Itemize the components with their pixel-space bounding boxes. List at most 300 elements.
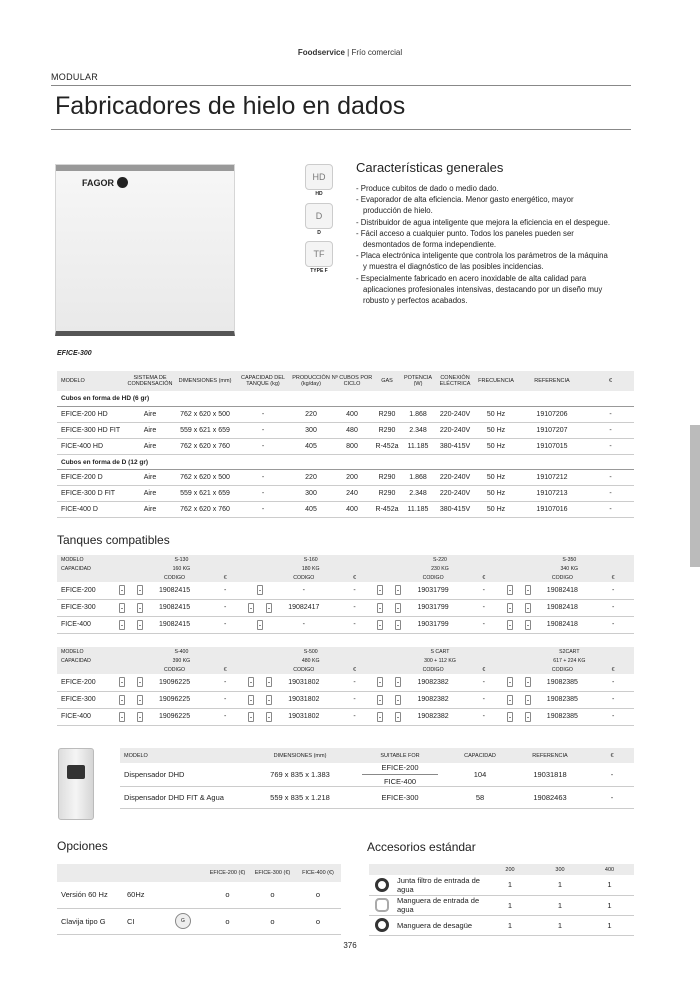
code-header: CODIGO	[533, 665, 593, 674]
tank-code: 19082418	[533, 582, 593, 599]
tank-icon	[257, 585, 263, 595]
tanks-table-2	[57, 647, 634, 726]
tank-icon-cell	[246, 616, 274, 633]
tank-price: -	[334, 674, 376, 691]
tank-icon	[266, 712, 272, 722]
tank-capacity: 340 KG	[505, 564, 634, 573]
hd-cube-icon: HD	[305, 164, 333, 190]
tank-price: -	[334, 708, 376, 725]
tank-icon	[266, 695, 272, 705]
table-cell: EFICE-200 HD	[57, 407, 125, 423]
table-row	[57, 908, 341, 934]
tank-price: -	[204, 674, 246, 691]
badge-hd	[304, 164, 334, 197]
empty-header	[57, 665, 117, 674]
dispenser-table	[120, 748, 634, 809]
accessories-title: Accesorios estándar	[367, 840, 476, 854]
table-row	[57, 691, 634, 708]
table-header-row	[369, 864, 634, 875]
dispenser-suitable	[350, 787, 450, 809]
tank-code: 19031802	[274, 691, 334, 708]
tank-icon	[119, 677, 125, 687]
options-title: Opciones	[57, 839, 108, 853]
divider	[51, 85, 631, 86]
tank-icon	[266, 603, 272, 613]
tank-icon-cell	[505, 582, 533, 599]
tank-icon	[266, 677, 272, 687]
tank-code: -	[274, 616, 334, 633]
option-value: o	[250, 908, 295, 934]
model-name: EFICE-300	[57, 691, 117, 708]
table-row	[57, 616, 634, 633]
table-row	[369, 895, 634, 915]
option-value: o	[205, 882, 250, 908]
table-cell: R290	[373, 486, 401, 502]
dispenser-price: -	[590, 787, 634, 809]
badge-type-f	[304, 241, 334, 274]
tank-icon	[395, 585, 401, 595]
table-cell: 220-240V	[435, 407, 475, 423]
tank-code: 19082382	[403, 708, 463, 725]
tank-icon-cell	[246, 691, 274, 708]
table-cell: Aire	[125, 470, 175, 486]
tank-icon	[119, 712, 125, 722]
tank-icon	[137, 677, 143, 687]
tank-icon-cell	[117, 582, 145, 599]
table-header-row	[57, 371, 634, 391]
column-header: 400	[585, 864, 634, 875]
price-header: €	[204, 665, 246, 674]
suitable-model: EFICE-300	[381, 793, 419, 802]
table-row	[57, 882, 341, 908]
code-header: CODIGO	[403, 665, 463, 674]
tank-price: -	[463, 616, 505, 633]
tank-model-name: S-130	[117, 555, 246, 564]
tank-icon	[377, 603, 383, 613]
column-header: EFICE-300 (€)	[250, 864, 295, 882]
dispenser-panel	[67, 765, 85, 779]
table-cell: 762 x 620 x 760	[175, 502, 235, 518]
row-label: CAPACIDAD	[57, 564, 117, 573]
column-header: PRODUCCIÓN (kg/day)	[291, 371, 331, 391]
row-label: CAPACIDAD	[57, 656, 117, 665]
tank-price: -	[204, 582, 246, 599]
badge-label: HD	[315, 191, 323, 197]
table-cell: 200	[331, 470, 373, 486]
table-cell: 400	[331, 502, 373, 518]
page-header	[0, 48, 700, 57]
table-cell: -	[235, 438, 291, 454]
tank-icon	[525, 620, 531, 630]
badge-d	[304, 203, 334, 236]
model-name: EFICE-200	[57, 674, 117, 691]
column-header: MODELO	[120, 748, 250, 763]
suitable-model: EFICE-200	[362, 763, 438, 775]
table-cell: 762 x 620 x 500	[175, 470, 235, 486]
tank-icon	[248, 677, 254, 687]
tank-code: 19082415	[145, 599, 205, 616]
tank-icon-cell	[375, 691, 403, 708]
table-cell: EFICE-300 D FIT	[57, 486, 125, 502]
table-cell: -	[587, 502, 634, 518]
tank-icon	[525, 603, 531, 613]
tank-icon	[395, 620, 401, 630]
features-list	[356, 183, 611, 306]
tank-icon	[137, 620, 143, 630]
table-row	[57, 582, 634, 599]
tank-icon	[525, 712, 531, 722]
tank-price: -	[592, 599, 634, 616]
table-cell: R-452a	[373, 502, 401, 518]
price-header: €	[592, 665, 634, 674]
tank-icon	[507, 603, 513, 613]
option-name: Clavija tipo G	[57, 908, 123, 934]
option-value: o	[205, 908, 250, 934]
tank-icon	[507, 712, 513, 722]
table-row	[57, 438, 634, 454]
table-cell: 762 x 620 x 500	[175, 407, 235, 423]
tank-price: -	[463, 674, 505, 691]
tank-code: 19096225	[145, 708, 205, 725]
table-cell: 50 Hz	[475, 502, 517, 518]
table-cell: -	[587, 407, 634, 423]
accessory-name: Junta filtro de entrada de agua	[395, 875, 485, 895]
tank-capacity-row	[57, 564, 634, 573]
option-value: o	[295, 908, 341, 934]
d-cube-icon: D	[305, 203, 333, 229]
tank-subheader-row	[57, 665, 634, 674]
tank-icon	[137, 695, 143, 705]
tank-price: -	[463, 599, 505, 616]
column-header: POTENCIA (W)	[401, 371, 435, 391]
tank-icon	[525, 677, 531, 687]
tank-icon-cell	[375, 616, 403, 633]
group-row	[57, 454, 634, 470]
tank-code: 19082385	[533, 691, 593, 708]
tank-icon	[137, 712, 143, 722]
accessory-name: Manguera de entrada de agua	[395, 895, 485, 915]
table-cell: 220	[291, 470, 331, 486]
dispenser-image	[58, 748, 94, 820]
hose-icon	[375, 898, 389, 912]
model-name: EFICE-300	[57, 599, 117, 616]
tank-icon-cell	[117, 691, 145, 708]
table-row	[57, 599, 634, 616]
accessory-icon-cell	[369, 875, 395, 895]
tank-icon	[377, 695, 383, 705]
tank-icon-cell	[375, 599, 403, 616]
type-f-plug-icon: TF	[305, 241, 333, 267]
tank-icon	[257, 620, 263, 630]
table-cell: 240	[331, 486, 373, 502]
table-cell: -	[587, 470, 634, 486]
table-cell: -	[587, 438, 634, 454]
table-cell: 220	[291, 407, 331, 423]
feature-item: - Distribuidor de agua inteligente que mejora la eficiencia en el despegue.	[356, 217, 610, 227]
model-name: EFICE-200	[57, 582, 117, 599]
plug-g-icon: G	[175, 913, 191, 929]
tank-icon	[507, 585, 513, 595]
dispenser-capacity: 58	[450, 787, 510, 809]
tank-price: -	[592, 582, 634, 599]
feature-item: - Placa electrónica inteligente que controla los parámetros de la máquina y muestra el diagnóstico de las posibles incidencias.	[356, 251, 608, 272]
column-header: €	[590, 748, 634, 763]
table-cell: 762 x 620 x 760	[175, 438, 235, 454]
column-header: DIMENSIONES (mm)	[250, 748, 350, 763]
column-header: EFICE-200 (€)	[205, 864, 250, 882]
price-header: €	[463, 573, 505, 582]
table-cell: 50 Hz	[475, 423, 517, 439]
tank-icon	[119, 620, 125, 630]
tank-icon-cell	[505, 616, 533, 633]
dispenser-dims: 769 x 835 x 1.383	[250, 763, 350, 787]
header-brand: Foodservice	[297, 48, 345, 57]
option-code: 60Hz	[123, 882, 161, 908]
code-header: CODIGO	[145, 573, 205, 582]
price-header: €	[592, 573, 634, 582]
table-row	[57, 470, 634, 486]
table-cell: Aire	[125, 502, 175, 518]
option-value: o	[295, 882, 341, 908]
table-cell: -	[587, 486, 634, 502]
tank-icon	[119, 585, 125, 595]
tank-icon	[395, 677, 401, 687]
tank-icon	[377, 677, 383, 687]
dispenser-model: Dispensador DHD FIT & Agua	[120, 787, 250, 809]
tank-model-name: S-220	[375, 555, 504, 564]
empty-header	[161, 864, 205, 882]
logo-mark-icon	[117, 177, 128, 188]
tank-capacity: 160 KG	[117, 564, 246, 573]
tank-icon	[395, 695, 401, 705]
empty-header	[117, 665, 145, 674]
tank-icon-cell	[375, 582, 403, 599]
tank-icon-cell	[375, 708, 403, 725]
table-cell: 220-240V	[435, 423, 475, 439]
column-header: REFERENCIA	[517, 371, 587, 391]
row-label: MODELO	[57, 555, 117, 564]
tank-price: -	[463, 582, 505, 599]
table-cell: Aire	[125, 407, 175, 423]
accessory-qty: 1	[485, 895, 535, 915]
header-subtitle: Frío comercial	[351, 48, 403, 57]
table-cell: 800	[331, 438, 373, 454]
code-header: CODIGO	[533, 573, 593, 582]
empty-header	[375, 573, 403, 582]
table-cell: 480	[331, 423, 373, 439]
feature-item: - Produce cubitos de dado o medio dado.	[356, 184, 499, 193]
tank-icon-cell	[505, 599, 533, 616]
tank-icon-cell	[505, 691, 533, 708]
code-header: CODIGO	[274, 665, 334, 674]
empty-header	[246, 665, 274, 674]
accessory-qty: 1	[535, 895, 585, 915]
table-header-row	[120, 748, 634, 763]
table-cell: 2.348	[401, 486, 435, 502]
table-cell: 50 Hz	[475, 486, 517, 502]
tank-price: -	[334, 599, 376, 616]
tank-code: 19096225	[145, 674, 205, 691]
tank-capacity: 230 KG	[375, 564, 504, 573]
page-number: 376	[343, 941, 357, 950]
tank-model-name: S CART	[375, 647, 504, 656]
tank-price: -	[204, 708, 246, 725]
tank-code: 19096225	[145, 691, 205, 708]
tank-icon	[395, 603, 401, 613]
tank-icon-cell	[246, 674, 274, 691]
logo-text: FAGOR	[82, 177, 115, 188]
tank-price: -	[592, 691, 634, 708]
price-header: €	[463, 665, 505, 674]
tank-price: -	[592, 674, 634, 691]
table-cell: 380-415V	[435, 438, 475, 454]
accessory-name: Manguera de desagüe	[395, 915, 485, 935]
tank-code: 19082418	[533, 616, 593, 633]
price-header: €	[334, 665, 376, 674]
divider	[51, 129, 631, 130]
table-row	[57, 423, 634, 439]
table-cell: 50 Hz	[475, 470, 517, 486]
table-cell: R290	[373, 470, 401, 486]
empty-header	[123, 864, 161, 882]
table-cell: FICE-400 D	[57, 502, 125, 518]
group-title: Cubos en forma de HD (6 gr)	[57, 391, 634, 407]
dispenser-suitable	[350, 763, 450, 787]
table-cell: 19107016	[517, 502, 587, 518]
accessory-qty: 1	[585, 895, 634, 915]
table-cell: 220-240V	[435, 470, 475, 486]
table-cell: R-452a	[373, 438, 401, 454]
tank-price: -	[334, 691, 376, 708]
column-header: FICE-400 (€)	[295, 864, 341, 882]
table-cell: -	[235, 423, 291, 439]
table-cell: Aire	[125, 486, 175, 502]
table-cell: 50 Hz	[475, 438, 517, 454]
empty-header	[369, 864, 395, 875]
dispenser-price: -	[590, 763, 634, 787]
tank-price: -	[463, 691, 505, 708]
tank-icon	[248, 603, 254, 613]
model-name: FICE-400	[57, 708, 117, 725]
table-row	[120, 763, 634, 787]
tank-icon	[119, 603, 125, 613]
badge-label: D	[317, 230, 321, 236]
tank-model-name: S-350	[505, 555, 634, 564]
empty-header	[246, 573, 274, 582]
tank-code: 19082418	[533, 599, 593, 616]
table-cell: -	[235, 486, 291, 502]
dispenser-ref: 19031818	[510, 763, 590, 787]
model-name: FICE-400	[57, 616, 117, 633]
table-cell: -	[235, 407, 291, 423]
tank-price: -	[204, 616, 246, 633]
column-header: SUITABLE FOR	[350, 748, 450, 763]
column-header: CONEXIÓN ELÉCTRICA	[435, 371, 475, 391]
table-row	[57, 708, 634, 725]
tank-icon	[507, 677, 513, 687]
accessory-qty: 1	[485, 915, 535, 935]
column-header: CAPACIDAD DEL TANQUE (kg)	[235, 371, 291, 391]
tank-price: -	[334, 616, 376, 633]
tank-capacity: 390 KG	[117, 656, 246, 665]
tank-icon-cell	[375, 674, 403, 691]
table-cell: 19107212	[517, 470, 587, 486]
tank-icon	[377, 585, 383, 595]
tank-price: -	[204, 599, 246, 616]
table-row	[57, 502, 634, 518]
options-table	[57, 864, 341, 935]
table-cell: EFICE-200 D	[57, 470, 125, 486]
tank-icon	[525, 585, 531, 595]
tank-model-row	[57, 647, 634, 656]
tank-capacity-row	[57, 656, 634, 665]
accessory-icon-cell	[369, 895, 395, 915]
table-cell: 19107207	[517, 423, 587, 439]
tank-code: 19082385	[533, 708, 593, 725]
tank-icon-cell	[505, 708, 533, 725]
product-caption: EFICE-300	[57, 350, 92, 357]
table-cell: 19107213	[517, 486, 587, 502]
empty-header	[117, 573, 145, 582]
tank-code: 19082385	[533, 674, 593, 691]
tank-code: -	[274, 582, 334, 599]
table-row	[120, 787, 634, 809]
table-row	[57, 486, 634, 502]
tanks-table-1	[57, 555, 634, 634]
tank-icon	[248, 695, 254, 705]
table-row	[369, 915, 634, 935]
column-header: CAPACIDAD	[450, 748, 510, 763]
code-header: CODIGO	[403, 573, 463, 582]
tank-code: 19031802	[274, 708, 334, 725]
table-header-row	[57, 864, 341, 882]
section-label: MODULAR	[51, 72, 99, 82]
table-cell: 300	[291, 423, 331, 439]
tank-model-name: S-160	[246, 555, 375, 564]
table-cell: 11.185	[401, 502, 435, 518]
feature-item: - Especialmente fabricado en acero inoxidable de alta calidad para aplicaciones profesionales intensivas, destacando por un diseño muy robusto y perfectos acabados.	[356, 273, 603, 306]
tank-icon	[395, 712, 401, 722]
tank-icon-cell	[246, 708, 274, 725]
column-header: 200	[485, 864, 535, 875]
tank-code: 19031799	[403, 616, 463, 633]
product-image	[55, 164, 235, 336]
column-header: €	[587, 371, 634, 391]
table-cell: 1.868	[401, 407, 435, 423]
dispenser-ref: 19082463	[510, 787, 590, 809]
table-cell: 19107206	[517, 407, 587, 423]
tank-icon-cell	[117, 674, 145, 691]
tank-icon	[507, 620, 513, 630]
table-cell: 559 x 621 x 659	[175, 486, 235, 502]
tank-model-name: S-500	[246, 647, 375, 656]
tank-code: 19031802	[274, 674, 334, 691]
gasket-ring-icon	[375, 918, 389, 932]
accessory-qty: 1	[585, 915, 634, 935]
option-badge-cell	[161, 882, 205, 908]
tank-subheader-row	[57, 573, 634, 582]
empty-header	[57, 573, 117, 582]
table-row	[369, 875, 634, 895]
table-cell: 405	[291, 438, 331, 454]
column-header: REFERENCIA	[510, 748, 590, 763]
column-header: MODELO	[57, 371, 125, 391]
tank-icon	[525, 695, 531, 705]
column-header: GAS	[373, 371, 401, 391]
table-cell: 50 Hz	[475, 407, 517, 423]
tank-icon	[137, 585, 143, 595]
table-cell: -	[587, 423, 634, 439]
